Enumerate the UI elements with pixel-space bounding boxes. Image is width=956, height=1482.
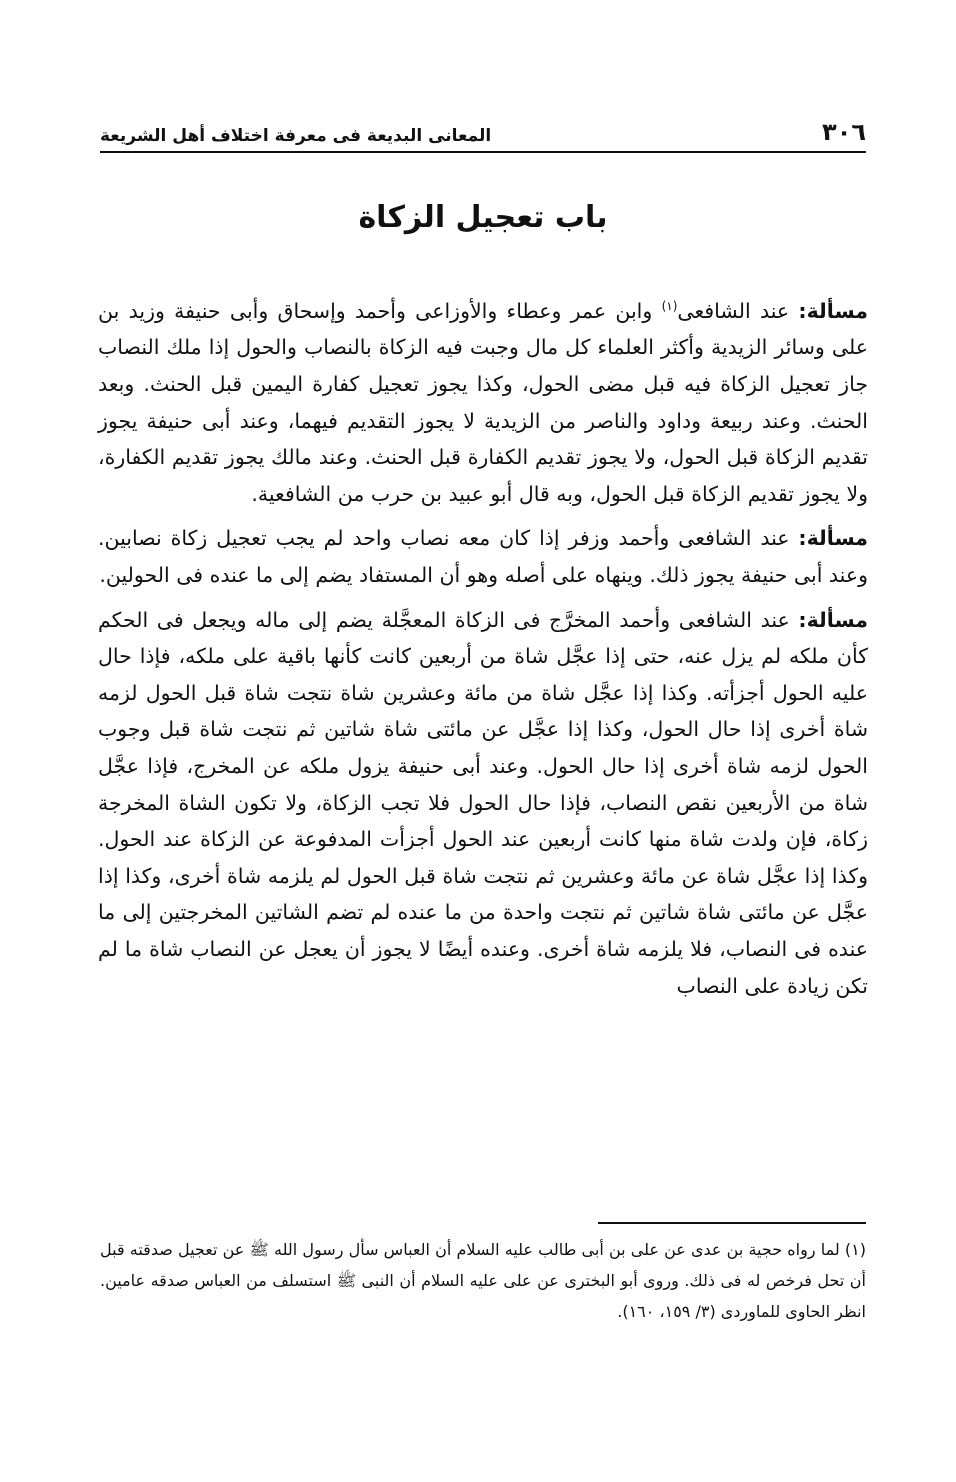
footnote — [100, 1234, 866, 1327]
page-number: ٣٠٦ — [822, 118, 866, 146]
paragraph-text: عند الشافعى وأحمد المخرَّج فى الزكاة المعجَّلة يضم إلى ماله ويجعل فى الحكم كأن ملكه لم يزل عنه، حتى إذا عجَّل شاة من أربعين كانت كأنها باقية على ملكه، فإذا حال عليه الحول أجزأته. وكذا إذا عجَّل شاة من مائة وعشرين شاة نتجت شاة قبل الحول لزمه شاة أخرى إذا حال الحول، وكذا إذا عجَّل عن مائتى شاة شاتين ثم نتجت شاة قبل وجوب الحول لزمه شاة أخرى إذا حال الحول. وعند أبى حنيفة يزول ملكه عن المخرج، فإذا عجَّل شاة من الأربعين نقص النصاب، فإذا حال الحول فلا تجب الزكاة، ولا تكون الشاة المخرجة زكاة، فإن ولدت شاة منها كانت أربعين عند الحول أجزأت المدفوعة عن الزكاة عند الحول. وكذا إذا عجَّل شاة عن مائة وعشرين ثم نتجت شاة قبل الحول لم يلزمه شاة أخرى، وكذا إذا عجَّل عن مائتى شاة شاتين ثم نتجت واحدة من ما عنده لم تضم الشاتين المخرجتين إلى ما عنده فى النصاب، فلا يلزمه شاة أخرى. وعنده أيضًا لا يجوز أن يعجل عن النصاب شاة ما لم تكن زيادة على النصاب — [98, 607, 868, 998]
running-title: المعانى البديعة فى معرفة اختلاف أهل الشريعة — [100, 126, 492, 146]
paragraph-text: عند الشافعى وأحمد وزفر إذا كان معه نصاب واحد لم يجب تعجيل زكاة نصابين. وعند أبى حنيفة يجوز ذلك. وينهاه على أصله وهو أن المستفاد يضم إلى ما عنده فى الحولين. — [98, 526, 868, 587]
header-rule — [100, 151, 866, 153]
paragraph-text: عند الشافعى — [677, 298, 799, 323]
paragraph-3 — [98, 602, 868, 1005]
issue-label: مسألة: — [798, 607, 868, 632]
chapter-title: باب تعجيل الزكاة — [358, 200, 608, 235]
issue-label: مسألة: — [798, 298, 868, 323]
body-text — [98, 288, 868, 1012]
footnote-reference[interactable]: (١) — [661, 299, 678, 313]
footnote-text: لما رواه حجية بن عدى عن على بن أبى طالب عليه السلام أن العباس سأل رسول الله ﷺ عن تعجيل صدقته قبل أن تحل فرخص له فى ذلك. وروى أبو البخترى عن على عليه السلام أن النبى ﷺ استسلف من العباس صدقه عامين. انظر الحاوى للماوردى (٣/ ١٥٩، ١٦٠). — [100, 1240, 866, 1321]
paragraph-2 — [98, 520, 868, 593]
issue-label: مسألة: — [798, 526, 868, 551]
footnote-marker: (١) — [844, 1240, 866, 1259]
paragraph-text: وابن عمر وعطاء والأوزاعى وأحمد وإسحاق وأبى حنيفة وزيد بن على وسائر الزيدية وأكثر العلماء كل مال وجبت فيه الزكاة بالنصاب والحول إذا ملك النصاب جاز تعجيل الزكاة فيه قبل مضى الحول، وكذا يجوز تعجيل كفارة اليمين قبل الحنث. وبعد الحنث. وعند ربيعة وداود والناصر من الزيدية لا يجوز التقديم فيهما، وعند أبى حنيفة يجوز تقديم الزكاة قبل الحول، ولا يجوز تقديم الكفارة قبل الحنث. وعند مالك يجوز تقديم الكفارة، ولا يجوز تقديم الزكاة قبل الحول، وبه قال أبو عبيد بن حرب من الشافعية. — [98, 298, 868, 506]
paragraph-1 — [98, 288, 868, 512]
footnote-rule — [598, 1222, 866, 1224]
page-header — [100, 112, 866, 146]
